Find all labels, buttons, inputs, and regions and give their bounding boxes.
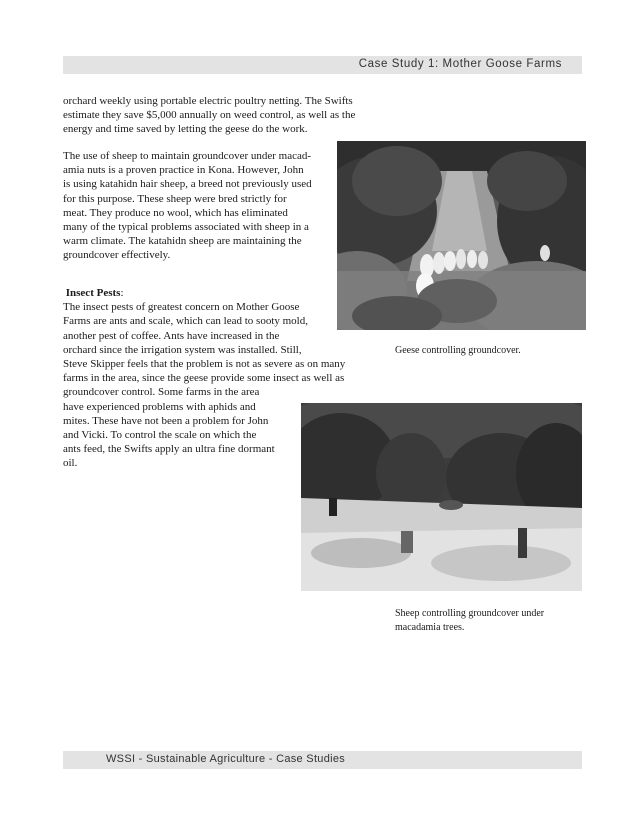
heading-colon: : [120, 287, 124, 299]
sheep-photo-drawing [301, 403, 582, 591]
footer-title: WSSI - Sustainable Agriculture - Case Studies [106, 753, 346, 765]
text-line: and Vicki. To control the scale on which the [63, 428, 257, 441]
text-line: oil. [63, 457, 78, 470]
sheep-photo [301, 403, 582, 591]
text-line: for this purpose. These sheep were bred strictly for [63, 192, 287, 205]
footer-bar [63, 751, 582, 769]
text-line: many of the typical problems associated with sheep in a [63, 220, 309, 233]
caption-line: macadamia trees. [395, 622, 465, 633]
geese-caption: Geese controlling groundcover. [395, 345, 521, 356]
text-line: is using katahidn hair sheep, a breed not previously used [63, 178, 312, 191]
geese-photo-drawing [337, 141, 586, 330]
text-line: mites. These have not been a problem for John [63, 414, 269, 427]
text-line: amia nuts is a proven practice in Kona. However, John [63, 164, 304, 177]
sheep-caption [395, 607, 544, 635]
text-line: The use of sheep to maintain groundcover under macad- [63, 150, 312, 162]
paragraph-sheep [63, 149, 312, 263]
text-line: have experienced problems with aphids and [63, 400, 256, 413]
paragraph-weed-control [63, 94, 355, 137]
text-line: groundcover control. Some farms in the area [63, 386, 260, 399]
caption-line: Sheep controlling groundcover under [395, 608, 545, 619]
insect-heading: Insect Pests [65, 287, 121, 299]
text-line: The insect pests of greatest concern on Mother Goose [63, 301, 300, 314]
text-line: Farms are ants and scale, which can lead to sooty mold, [63, 315, 308, 328]
header-title: Case Study 1: Mother Goose Farms [358, 58, 562, 70]
text-line: groundcover effectively. [63, 249, 171, 262]
text-line: another pest of coffee. Ants have increased in the [63, 329, 280, 342]
text-line: farms in the area, since the geese provide some insect as well as [63, 372, 345, 385]
text-line: warm climate. The katahidn sheep are maintaining the [63, 235, 302, 248]
text-line: energy and time saved by letting the geese do the work. [63, 123, 308, 136]
text-line: ants feed, the Swifts apply an ultra fine dormant [63, 443, 275, 456]
text-line: Steve Skipper feels that the problem is not as severe as on many [63, 357, 346, 370]
section-heading [63, 286, 345, 300]
text-line: estimate they save $5,000 annually on weed control, as well as the [63, 109, 356, 122]
geese-photo [337, 141, 586, 330]
text-line: meat. They produce no wool, which has eliminated [63, 206, 288, 219]
text-line: orchard since the irrigation system was installed. Still, [63, 343, 302, 356]
header-bar [63, 56, 582, 74]
text-line: orchard weekly using portable electric poultry netting. The Swifts [63, 95, 353, 107]
